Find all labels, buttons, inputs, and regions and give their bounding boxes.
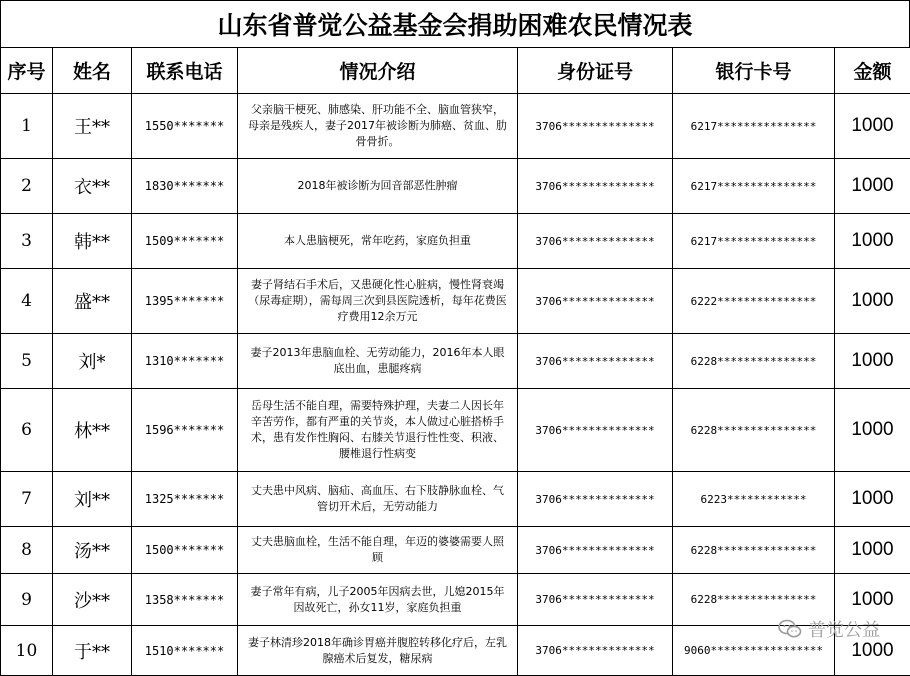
cell-description: 妻子肾结石手术后，又患硬化性心脏病，慢性肾衰竭（尿毒症期），需每周三次到县医院透析，每年花费医疗费用12余万元 [238,269,518,334]
cell-id-number: 3706************** [518,626,673,676]
cell-bank-card: 6222*************** [673,269,835,334]
cell-description: 2018年被诊断为回音部恶性肿瘤 [238,159,518,214]
header-row [1,48,910,94]
cell-name: 盛** [53,269,132,334]
cell-name: 沙** [53,574,132,626]
wechat-icon [778,619,802,639]
cell-phone: 1830******* [132,159,238,214]
cell-amount: 1000 [835,574,910,626]
cell-id-number: 3706************** [518,159,673,214]
table-row [1,472,910,527]
cell-seq: 6 [1,389,53,472]
cell-amount: 1000 [835,94,910,159]
cell-bank-card: 9060***************** [673,626,835,676]
watermark [778,616,880,642]
cell-seq: 9 [1,574,53,626]
table-row [1,389,910,472]
cell-name: 汤** [53,527,132,574]
cell-id-number: 3706************** [518,269,673,334]
table-row [1,269,910,334]
cell-name: 王** [53,94,132,159]
table-row [1,626,910,676]
header-bank-card: 银行卡号 [673,48,835,94]
cell-name: 林** [53,389,132,472]
cell-amount: 1000 [835,159,910,214]
cell-name: 于** [53,626,132,676]
cell-phone: 1510******* [132,626,238,676]
cell-name: 刘** [53,472,132,527]
cell-description: 丈夫患脑血栓，生活不能自理，年迈的婆婆需要人照顾 [238,527,518,574]
cell-amount: 1000 [835,334,910,389]
aid-table [0,47,910,676]
cell-amount: 1000 [835,527,910,574]
table-row [1,574,910,626]
header-name: 姓名 [53,48,132,94]
cell-description: 妻子林清珍2018年确诊胃癌并腹腔转移化疗后，左乳腺癌术后复发，糖尿病 [238,626,518,676]
cell-phone: 1310******* [132,334,238,389]
cell-seq: 2 [1,159,53,214]
header-phone: 联系电话 [132,48,238,94]
table-row [1,214,910,269]
cell-id-number: 3706************** [518,574,673,626]
cell-seq: 3 [1,214,53,269]
header-description: 情况介绍 [238,48,518,94]
cell-bank-card: 6228*************** [673,389,835,472]
cell-phone: 1500******* [132,527,238,574]
cell-name: 衣** [53,159,132,214]
cell-id-number: 3706************** [518,389,673,472]
cell-phone: 1509******* [132,214,238,269]
cell-id-number: 3706************** [518,214,673,269]
cell-bank-card: 6217*************** [673,214,835,269]
cell-bank-card: 6228*************** [673,527,835,574]
cell-id-number: 3706************** [518,94,673,159]
cell-phone: 1395******* [132,269,238,334]
cell-seq: 4 [1,269,53,334]
cell-description: 妻子2013年患脑血栓、无劳动能力，2016年本人眼底出血，患腿疼病 [238,334,518,389]
cell-id-number: 3706************** [518,472,673,527]
cell-phone: 1596******* [132,389,238,472]
cell-phone: 1358******* [132,574,238,626]
header-seq: 序号 [1,48,53,94]
table-row [1,159,910,214]
cell-name: 刘* [53,334,132,389]
cell-seq: 8 [1,527,53,574]
watermark-text: 普觉公益 [808,616,880,642]
cell-phone: 1550******* [132,94,238,159]
cell-description: 丈夫患中风病、脑疝、高血压、右下肢静脉血栓、气管切开术后，无劳动能力 [238,472,518,527]
cell-amount: 1000 [835,626,910,676]
cell-seq: 10 [1,626,53,676]
cell-seq: 7 [1,472,53,527]
cell-id-number: 3706************** [518,527,673,574]
cell-description: 本人患脑梗死，常年吃药，家庭负担重 [238,214,518,269]
cell-name: 韩** [53,214,132,269]
cell-bank-card: 6217*************** [673,159,835,214]
table-row [1,94,910,159]
table-row [1,527,910,574]
cell-description: 父亲脑干梗死、肺感染、肝功能不全、脑血管狭窄，母亲是残疾人，妻子2017年被诊断为肺癌、贫血、肋骨骨折。 [238,94,518,159]
cell-amount: 1000 [835,389,910,472]
cell-bank-card: 6217*************** [673,94,835,159]
header-amount: 金额 [835,48,910,94]
cell-description: 妻子常年有病，儿子2005年因病去世，儿媳2015年因故死亡，孙女11岁，家庭负担重 [238,574,518,626]
cell-bank-card: 6228*************** [673,574,835,626]
cell-amount: 1000 [835,472,910,527]
cell-seq: 1 [1,94,53,159]
page-title: 山东省普觉公益基金会捐助困难农民情况表 [0,0,910,48]
cell-amount: 1000 [835,269,910,334]
cell-id-number: 3706************** [518,334,673,389]
cell-seq: 5 [1,334,53,389]
table-row [1,334,910,389]
cell-bank-card: 6228*************** [673,334,835,389]
cell-description: 岳母生活不能自理，需要特殊护理，夫妻二人因长年辛苦劳作，都有严重的关节炎，本人做过心脏搭桥手术，患有发作性胸闷、右膝关节退行性性变、积液、腰椎退行性病变 [238,389,518,472]
header-id-number: 身份证号 [518,48,673,94]
cell-bank-card: 6223************ [673,472,835,527]
cell-phone: 1325******* [132,472,238,527]
cell-amount: 1000 [835,214,910,269]
